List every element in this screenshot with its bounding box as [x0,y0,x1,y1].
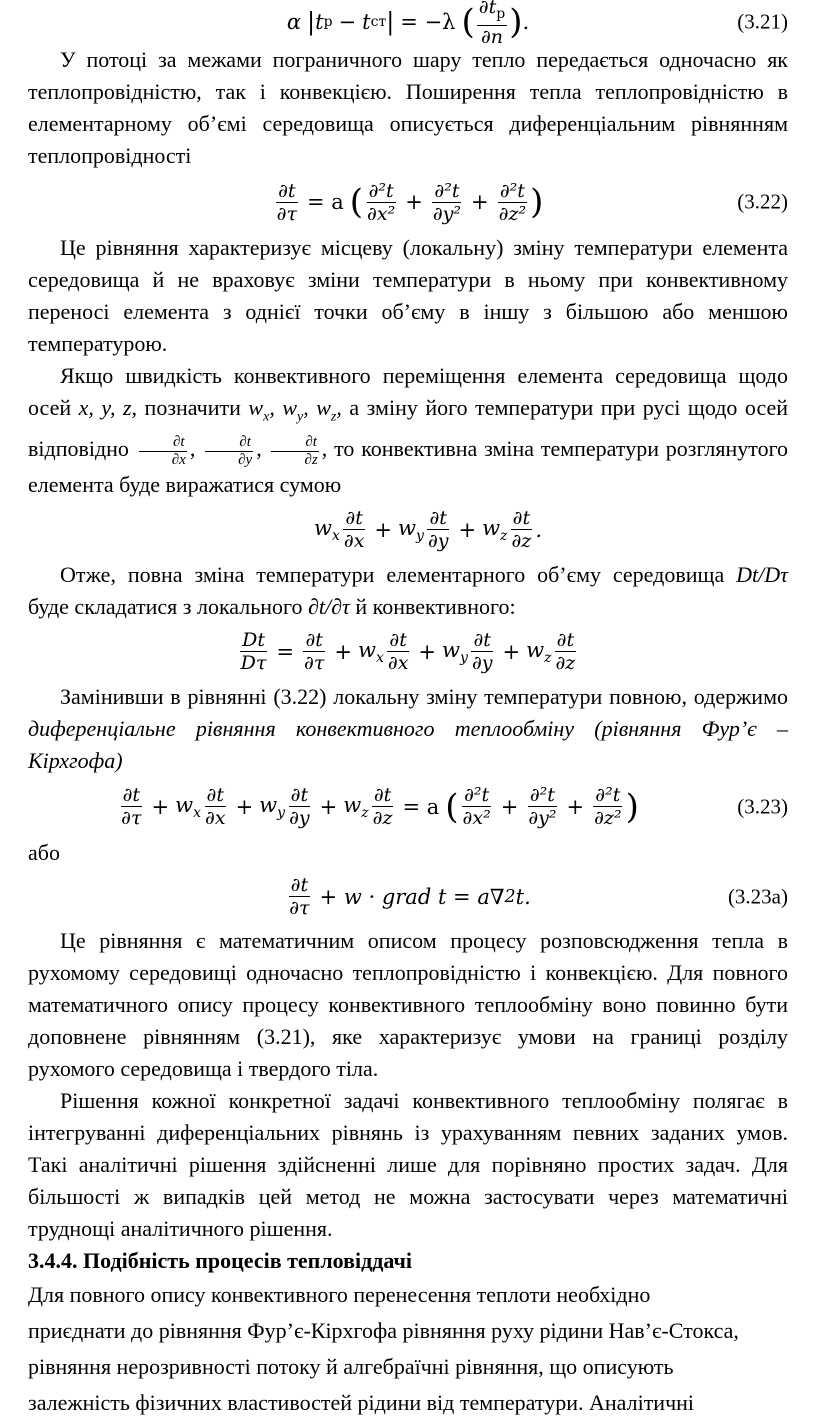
equation-number: (3.23) [737,794,788,819]
eq-minus: − [338,10,357,34]
equation-3-23: $\frac{\partial t}{\partial\tau}$ + $w_x$ $\frac{\partial t}{\partial x}$ + $w_y$ $\frac{\partial t}{\partial y}$ + $w_z$ $\frac{\partial t}{\partial z}$ = a ( $\frac{\text{∂²t}}{\text{∂x²}}$ + $\frac{\text{∂²t}}{\text{∂y²}}$ + $\frac{\text{∂²t}}{\text{∂z²}}$ ) (3.23) [121,784,788,830]
eq-frac-den: ∂n [480,25,503,48]
eq323a-end: t. [515,884,531,909]
p5-text-a: Замінивши в рівнянні (3.22) локальну зміну температури повною, одержимо [60,683,788,709]
eq-dot: . [522,10,530,34]
eq-frac-sub: р [496,5,506,22]
equation-number: (3.23а) [727,884,788,909]
paragraph-1: У потоці за межами пограничного шару тепло передається одночасно як теплопровідністю, так і конвекцією. Поширення тепла теплопровідністю в елементарному об’ємі середовища описується диференціальним рівнянням теплопровідності [28,47,788,168]
equation-3-23a: $\frac{\partial t}{\partial\tau}$ + w · grad t = a∇ 2 t. (3.23а) [289,874,788,920]
eq-sub-p: р [323,14,333,30]
p4-text-a: Отже, повна зміна температури елементарного об’єму середовища [60,561,725,587]
p3-axes: x, y, z, [78,395,138,420]
document-page [28,0,788,1421]
paragraph-2: Це рівняння характеризує місцеву (локальну) зміну температури елемента середовища й не враховує зміни температури в ньому при конвективному переносі елемента з однієї точки об’єму в іншу з більшою або меншою температурою. [28,235,788,356]
eq-sub-st: ст [370,14,387,30]
p9-line-2: приєднати до рівняння Фур’є-Кірхгофа рівняння руху рідини Нав’є-Стокса, [28,1317,739,1343]
eq-t2: t [362,10,371,34]
eq323a-mid: + w · grad t = a∇ [319,884,505,909]
paragraph-4 [28,559,788,623]
paragraph-or: або [28,839,60,865]
equation-number: (3.22) [737,189,788,214]
equation-convective-sum: $w_x$ $\frac{\partial t}{\partial x}$ + $w_y$ $\frac{\partial t}{\partial y}$ + $w_z$ $\frac{\partial t}{\partial z}$ . [313,507,543,553]
p3-text-d: то конвективна зміна температури розглянутого елемента буде виражатися сумою [28,436,789,497]
equation-total-derivative: $\frac{Dt}{D\tau}$ = $\frac{\partial t}{\partial\tau}$ + $w_x$ $\frac{\partial t}{\partial x}$ + $w_y$ $\frac{\partial t}{\partial y}$ + $w_z$ $\frac{\partial t}{\partial z}$ [240,629,576,675]
p3-text-c: а зміну його температури при русі щодо осей відповідно [28,395,789,462]
eq-rhs: = −λ [400,10,456,34]
p4-text-b: буде складатися з локального [28,593,303,619]
paragraph-8: Рішення кожної конкретної задачі конвективного теплообміну полягає в інтегруванні диференціальних рівнянь із урахуванням певних заданих умов. Такі аналітичні рішення здійсненні лише для порівняно простих задач. Для більшості ж випадків цей метод не можна застосувати через математичні труднощі аналітичного рішення. [28,1087,788,1241]
eq-frac-t: t [488,0,497,19]
p5-italic: диференціальне рівняння конвективного теплообміну (рівняння Фур’є – Кірхгофа) [28,715,788,773]
p4-text-c: й конвективного: [355,593,516,619]
p9-line-1: Для повного опису конвективного перенесення теплоти необхідно [28,1281,651,1307]
eq-alpha: α [286,10,302,34]
p4-pt: ∂t/∂τ [308,593,350,619]
p3-text-a: Якщо швидкість конвективного переміщення елемента середовища щодо осей [28,363,788,420]
p3-text-b: позначити [144,395,241,420]
eq-t: t [315,10,324,34]
paragraph-5 [28,681,788,777]
equation-3-22: $\frac{\partial t}{\partial\tau}$ = a ( $\frac{\text{∂²t}}{\text{∂x²}}$ + $\frac{\text{∂²t}}{\text{∂y²}}$ + $\frac{\text{∂²t}}{\text{∂z²}}$ ) (3.22) [276,179,788,225]
p9-line-4: залежність фізичних властивостей рідини від температури. Аналітичні [28,1389,695,1415]
paragraph-3: Якщо швидкість конвективного переміщення елемента середовища щодо осей x, y, z, позначити $w_x$, $w_y$, $w_z$, а зміну його температури при русі щодо осей відповідно $\frac{\partial t}{\partial x}$ , $\frac{\partial t}{\partial y}$ , $\frac{\partial t}{\partial z}$ , то конвективна зміна температури розглянутого елемента буде виражатися сумою [28,363,789,497]
section-heading: 3.4.4. Подібність процесів тепловіддачі [28,1247,413,1273]
equation-number: (3.21) [737,9,788,34]
p4-dt: Dt/Dτ [736,561,788,587]
p9-line-3: рівняння нерозривності потоку й алгебраїчні рівняння, що описують [28,1353,674,1379]
paragraph-9 [28,1277,788,1421]
equation-3-21: α | t р − t ст | = −λ ( $\frac{\partial t_р}{\partial n}$ ) . (3.21) [28,0,788,44]
paragraph-7: Це рівняння є математичним описом процесу розповсюдження тепла в рухомому середовищі одночасно теплопровідністю і конвекцією. Для повного математичного опису процесу конвективного теплообміну воно повинно бути доповнене рівнянням (3.21), яке характеризує умови на границі розділу рухомого середовища і твердого тіла. [28,927,788,1081]
